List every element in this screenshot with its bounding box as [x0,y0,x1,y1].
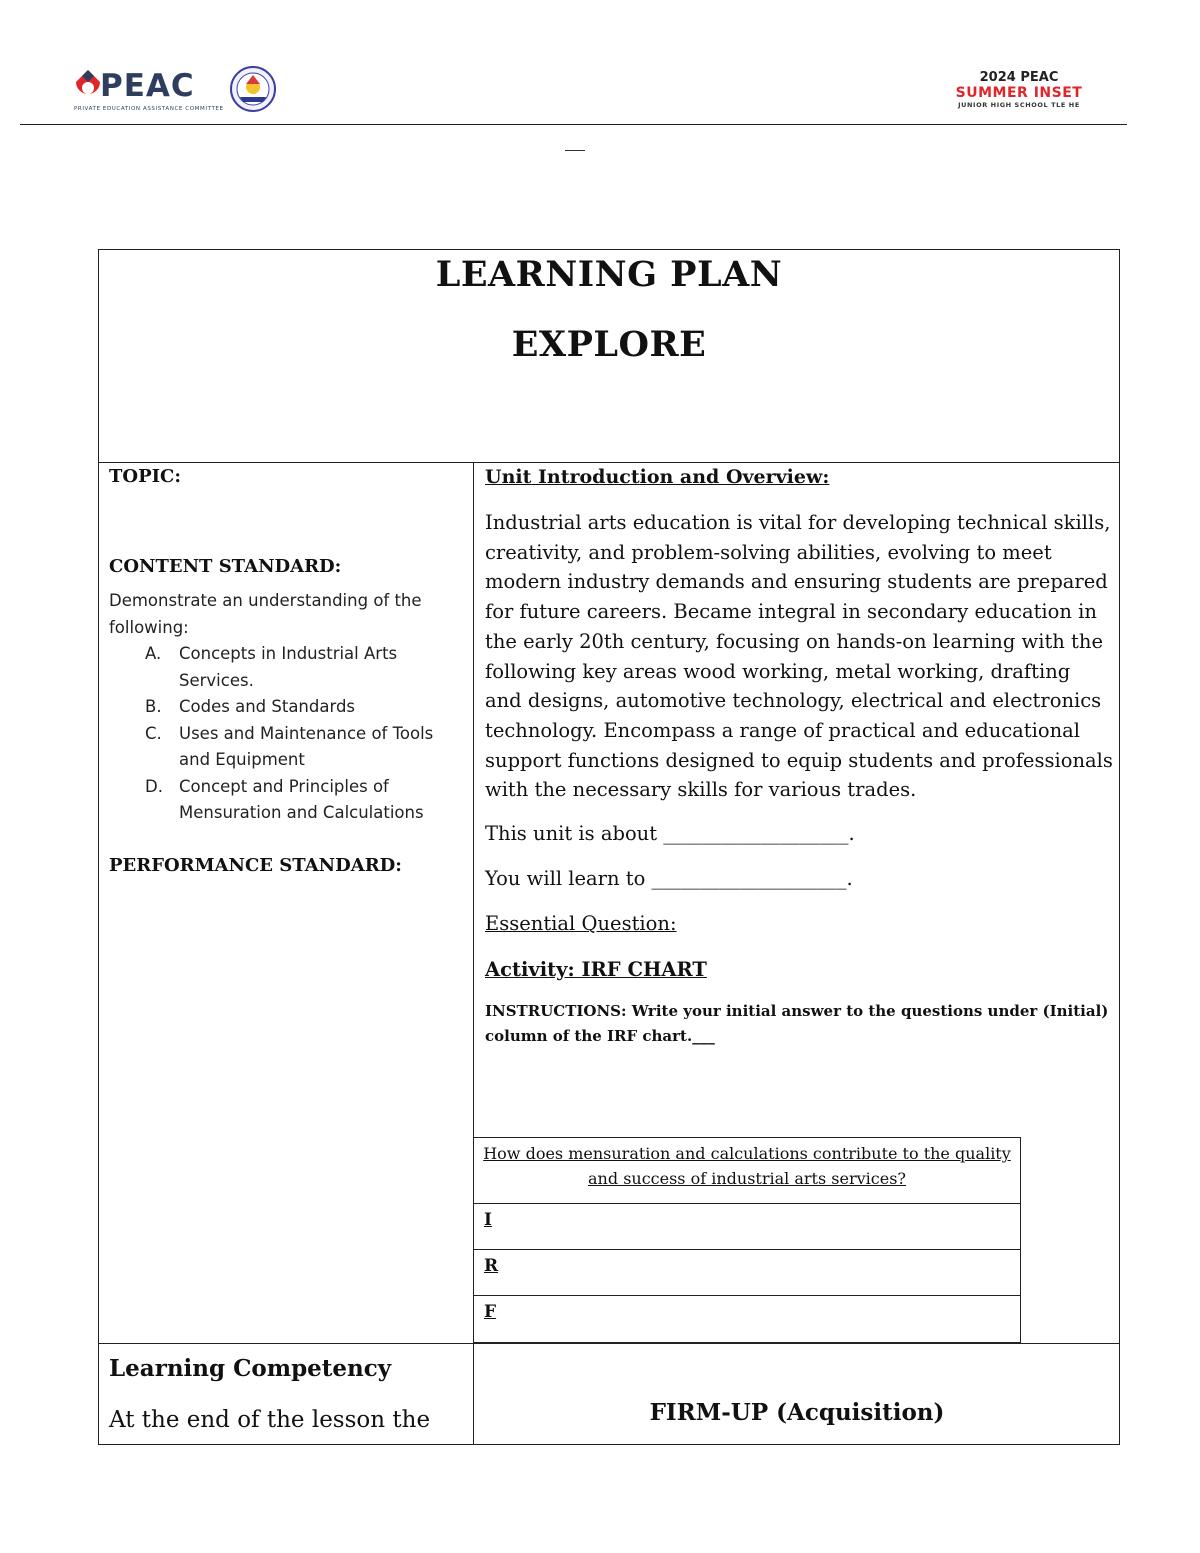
irf-row-revised[interactable]: R [474,1250,1020,1296]
unit-intro-text: Industrial arts education is vital for developing technical skills, creativity, and problem-solving abilities, evolving to meet modern industry demands and ensuring students are prepared for future careers. Became integral in secondary education in the early 20th century, focusing on hands-on learning with the following key areas wood working, metal working, drafting and designs, automotive technology, electrical and electronics technology. Encompass a range of practical and educational support functions designed to equip students and professionals with the necessary skills for various trades. [485,511,1113,802]
unit-intro-label: Unit Introduction and Overview: [485,466,830,488]
irf-row-final[interactable]: F [484,1302,497,1322]
summer-inset-badge [949,70,1089,110]
list-item: A. Concepts in Industrial Arts Services. [145,644,398,690]
activity-label: Activity: IRF CHART [485,958,707,982]
learning-competency-text: At the end of the lesson the [109,1407,431,1433]
standards-column [109,466,465,877]
content-standard-intro: Demonstrate an understanding of the following: [109,591,422,637]
row-divider [99,1343,1119,1344]
peac-logo-text: PEAC [100,68,195,104]
plan-title: LEARNING PLAN [435,254,783,295]
topic-label: TOPIC: [109,466,181,487]
badge-year: 2024 PEAC [979,70,1059,85]
list-item: B. Codes and Standards [145,697,356,716]
instructions-text: INSTRUCTIONS: Write your initial answer to the questions under (Initial) column of the IRF chart.___ [485,1001,1109,1045]
peac-logo [74,66,314,118]
divider-dash [565,150,585,151]
overview-column [485,466,1113,1049]
deped-seal-icon [230,66,276,112]
will-learn-line: You will learn to ____________________. [485,866,853,890]
irf-row-initial[interactable]: I [474,1204,1020,1250]
learning-competency-label: Learning Competency [109,1355,392,1382]
performance-standard-label: PERFORMANCE STANDARD: [109,854,402,876]
badge-title: SUMMER INSET [955,85,1083,101]
list-item: C. Uses and Maintenance of Tools and Equipment [145,723,434,769]
page-header [20,58,1127,125]
peac-logo-subtitle: PRIVATE EDUCATION ASSISTANCE COMMITTEE [74,106,224,112]
irf-question: How does mensuration and calculations contribute to the quality and success of industrial arts services? [474,1138,1020,1204]
irf-chart-table [473,1137,1021,1343]
content-standard-list [109,641,465,827]
list-item: D. Concept and Principles of Mensuration and Calculations [145,776,424,822]
title-block [99,250,1119,463]
peac-logo-icon [74,68,102,104]
badge-subtitle: JUNIOR HIGH SCHOOL TLE HE [958,101,1080,109]
learning-plan-table [98,249,1120,1445]
learning-competency-cell [109,1354,465,1435]
unit-about-line: This unit is about ___________________. [485,822,855,846]
firm-up-heading: FIRM-UP (Acquisition) [649,1399,945,1426]
plan-subtitle: EXPLORE [511,324,707,365]
content-standard-label: CONTENT STANDARD: [109,556,342,577]
essential-question-label: Essential Question: [485,912,677,936]
